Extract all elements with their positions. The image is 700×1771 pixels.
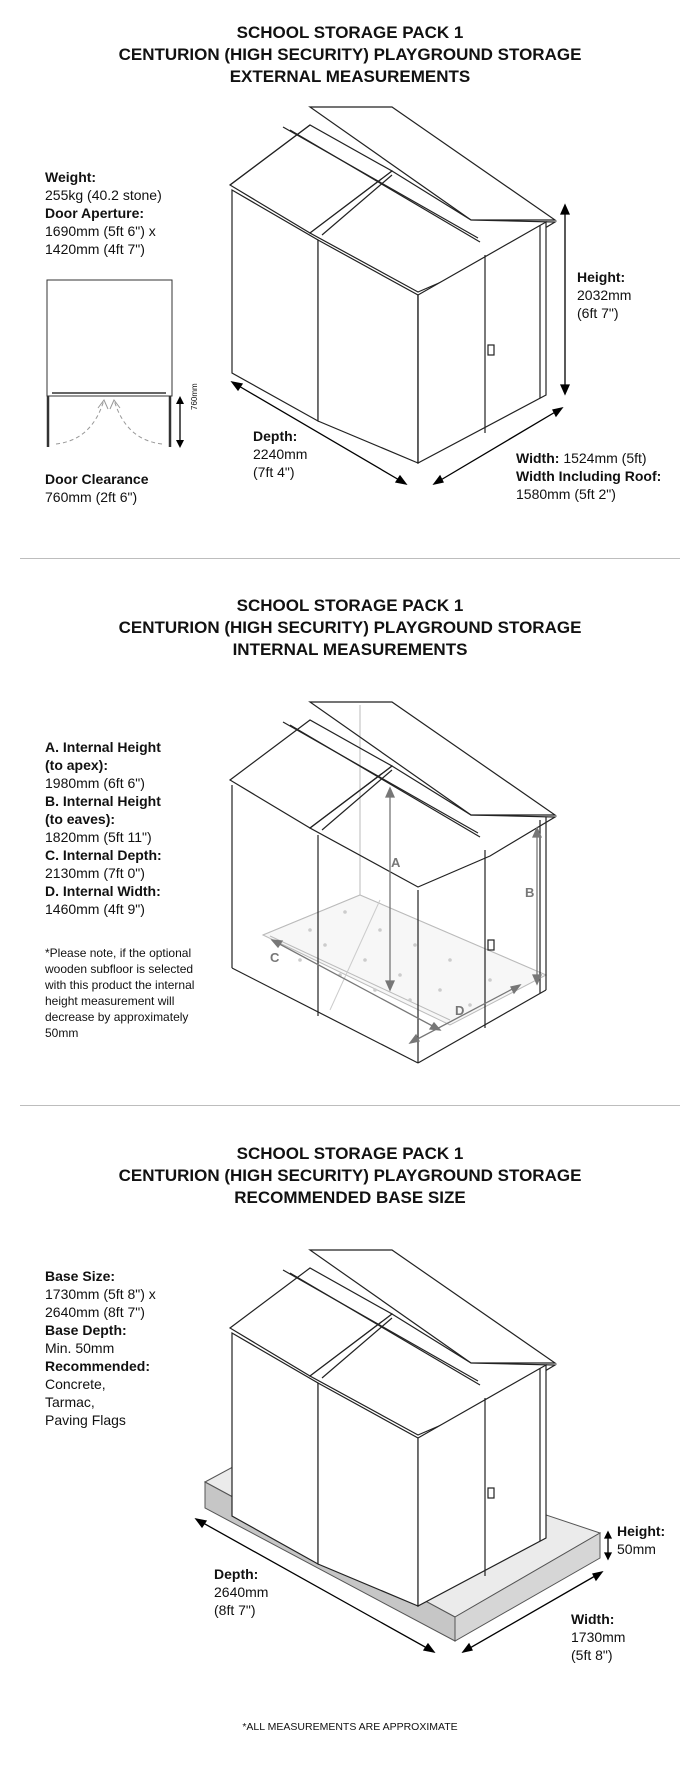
base-width-block (571, 1610, 625, 1664)
recommended-item: Concrete, (45, 1376, 106, 1392)
internal-height-eaves-label: B. Internal Height (45, 793, 161, 809)
internal-height-apex-label: A. Internal Height (45, 739, 161, 755)
width-label: Width: (516, 450, 560, 466)
height-value: 2032mm (577, 287, 632, 303)
base-height-value: 50mm (617, 1541, 656, 1557)
title-line: CENTURION (HIGH SECURITY) PLAYGROUND STORAGE (118, 618, 582, 637)
internal-width-label: D. Internal Width: (45, 883, 161, 899)
width-roof-value: 1580mm (5ft 2") (516, 486, 616, 502)
marker-c: C (270, 950, 280, 965)
weight-label: Weight: (45, 169, 97, 185)
base-size-label: Base Size: (45, 1268, 116, 1284)
internal-depth-value: 2130mm (7ft 0") (45, 865, 145, 881)
note-line: decrease by approximately (45, 1010, 189, 1024)
recommended-label: Recommended: (45, 1358, 151, 1374)
base-width-label: Width: (571, 1611, 615, 1627)
base-depth-label: Base Depth: (45, 1322, 127, 1338)
base-depth-dim-block (214, 1565, 268, 1619)
internal-height-eaves-value: 1820mm (5ft 11") (45, 829, 152, 845)
height-value-imperial: (6ft 7") (577, 305, 619, 321)
title-line: SCHOOL STORAGE PACK 1 (236, 596, 464, 615)
depth-label: Depth: (253, 428, 298, 444)
base-height-block (617, 1522, 665, 1558)
width-value: 1524mm (5ft) (563, 450, 647, 466)
base-size-value: 1730mm (5ft 8") x (45, 1286, 156, 1302)
recommended-item: Tarmac, (45, 1394, 95, 1410)
title-line: CENTURION (HIGH SECURITY) PLAYGROUND STORAGE (118, 45, 582, 64)
base-width-value: 1730mm (571, 1629, 626, 1645)
base-depth-value: Min. 50mm (45, 1340, 115, 1356)
door-clearance-label: Door Clearance (45, 471, 149, 487)
door-aperture-value: 1690mm (5ft 6") x (45, 223, 156, 239)
base-depth-dim-label: Depth: (214, 1566, 259, 1582)
door-clearance-value: 760mm (2ft 6") (45, 489, 138, 505)
note-line: height measurement will (45, 994, 175, 1008)
depth-value: 2240mm (253, 446, 308, 462)
note-line: wooden subfloor is selected (45, 962, 194, 976)
width-roof-label: Width Including Roof: (516, 468, 662, 484)
title-line: SCHOOL STORAGE PACK 1 (236, 23, 464, 42)
recommended-item: Paving Flags (45, 1412, 126, 1428)
base-width-value-imperial: (5ft 8") (571, 1647, 613, 1663)
door-clearance-dim: 760mm (190, 383, 199, 410)
height-label: Height: (577, 269, 626, 285)
title-line: SCHOOL STORAGE PACK 1 (236, 1144, 464, 1163)
marker-d: D (455, 1003, 465, 1018)
base-size-value: 2640mm (8ft 7") (45, 1304, 145, 1320)
title-line: EXTERNAL MEASUREMENTS (229, 67, 471, 86)
door-aperture-value: 1420mm (4ft 7") (45, 241, 145, 257)
title-line: INTERNAL MEASUREMENTS (232, 640, 468, 659)
internal-height-apex-value: 1980mm (6ft 6") (45, 775, 145, 791)
weight-value: 255kg (40.2 stone) (45, 187, 162, 203)
base-depth-dim-value-imperial: (8ft 7") (214, 1602, 256, 1618)
title-line: RECOMMENDED BASE SIZE (234, 1188, 466, 1207)
marker-a: A (391, 855, 401, 870)
note-line: with this product the internal (45, 978, 195, 992)
internal-height-eaves-label: (to eaves): (45, 811, 116, 827)
footer-note: *ALL MEASUREMENTS ARE APPROXIMATE (242, 1721, 458, 1733)
marker-b: B (525, 885, 535, 900)
base-height-label: Height: (617, 1523, 666, 1539)
internal-height-apex-label: (to apex): (45, 757, 108, 773)
door-aperture-label: Door Aperture: (45, 205, 145, 221)
note-line: 50mm (45, 1026, 79, 1040)
depth-value-imperial: (7ft 4") (253, 464, 295, 480)
note-line: *Please note, if the optional (45, 946, 192, 960)
title-line: CENTURION (HIGH SECURITY) PLAYGROUND STORAGE (118, 1166, 582, 1185)
base-depth-dim-value: 2640mm (214, 1584, 269, 1600)
internal-width-value: 1460mm (4ft 9") (45, 901, 145, 917)
internal-depth-label: C. Internal Depth: (45, 847, 162, 863)
